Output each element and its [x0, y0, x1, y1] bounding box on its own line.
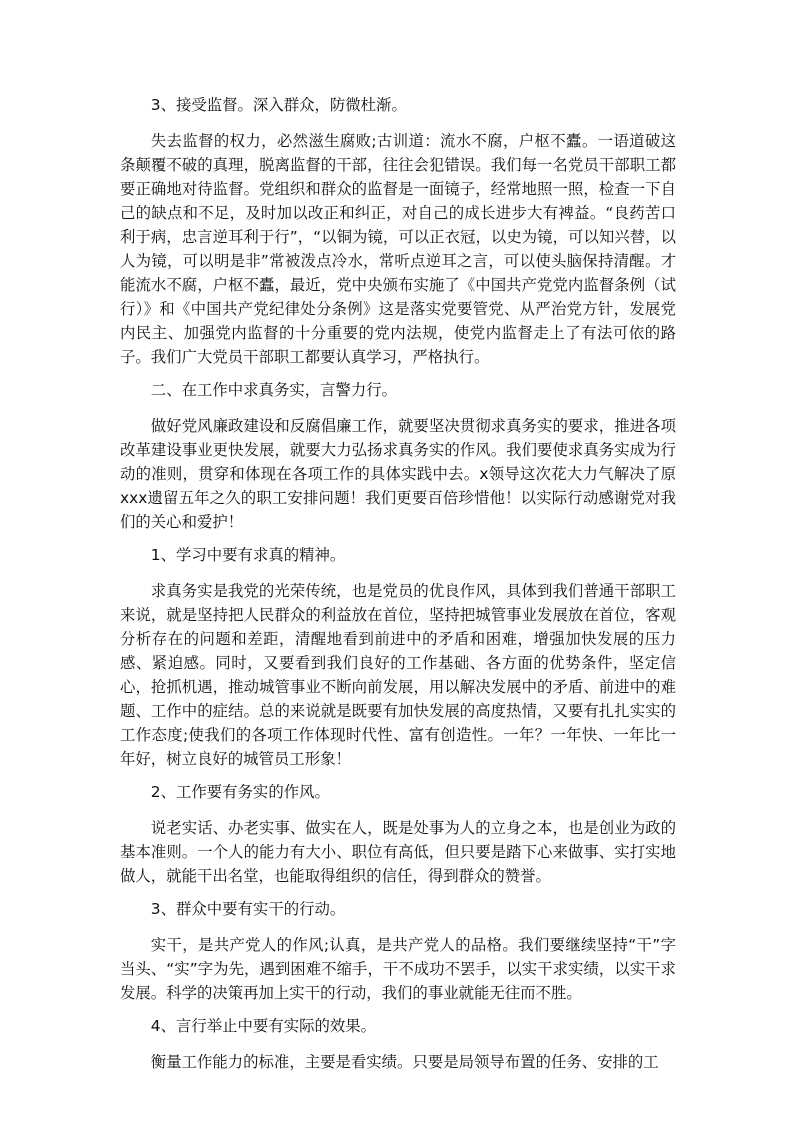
paragraph-supervision: 失去监督的权力，必然滋生腐败;古训道：流水不腐，户枢不蠹。一语道破这条颠覆不破的真理，脱离监督的干部，往往会犯错误。我们每一名党员干部职工都要正确地对待监督。党组织和群众的监督是一面镜子，经常地照一照，检查一下自己的缺点和不足，及时加以改正和纠正，对自己的成长进步大有裨益。“良药苦口利于病，忠言逆耳利于行”，“以铜为镜，可以正衣冠，以史为镜，可以知兴替，以人为镜，可以明是非”常被泼点冷水，常听点逆耳之言，可以使头脑保持清醒。才能流水不腐，户枢不蠹，最近，党中央颁布实施了《中国共产党党内监督条例（试行）》和《中国共产党纪律处分条例》这是落实党要管党、从严治党方针，发展党内民主、加强党内监督的十分重要的党内法规，使党内监督走上了有法可依的路子。我们广大党员干部职工都要认真学习，严格执行。: [120, 132, 676, 366]
section-heading-practical-action: 3、群众中要有实干的行动。: [150, 900, 346, 918]
paragraph-actual-results: 衡量工作能力的标准，主要是看实绩。只要是局领导布置的任务、安排的工: [150, 1053, 659, 1071]
section-heading-actual-results: 4、言行举止中要有实际的效果。: [150, 1017, 377, 1035]
paragraph-work-style: 说老实话、办老实事、做实在人，既是处事为人的立身之本，也是创业为政的基本准则。一个人的能力有大小、职位有高低，但只要是踏下心来做事、实打实地做人，就能干出名堂，也能取得组织的信任，得到群众的赞誉。: [120, 819, 676, 885]
paragraph-study-spirit: 求真务实是我党的光荣传统，也是党员的优良作风，具体到我们普通干部职工来说，就是坚持把人民群众的利益放在首位，坚持把城管事业发展放在首位，客观分析存在的问题和差距，清醒地看到前进中的矛盾和困难，增强加快发展的压力感、紧迫感。同时，又要看到我们良好的工作基础、各方面的优势条件，坚定信心，抢抓机遇，推动城管事业不断向前发展，用以解决发展中的矛盾、前进中的难题、工作中的症结。总的来说就是既要有加快发展的高度热情，又要有扎扎实实的工作态度;使我们的各项工作体现时代性、富有创造性。一年？一年快、一年比一年好，树立良好的城管员工形象！: [120, 582, 676, 768]
section-heading-seek-truth: 二、在工作中求真务实，言警力行。: [150, 381, 398, 399]
section-heading-accept-supervision: 3、接受监督。深入群众，防微杜渐。: [150, 96, 407, 114]
document-page: [120, 93, 676, 1083]
section-heading-work-style: 2、工作要有务实的作风。: [150, 783, 330, 801]
paragraph-anti-corruption: 做好党风廉政建设和反腐倡廉工作，就要坚决贯彻求真务实的要求，推进各项改革建设事业更快发展，就要大力弘扬求真务实的作风。我们要使求真务实成为行动的准则，贯穿和体现在各项工作的具体实践中去。x领导这次花大力气解决了原xxx遗留五年之久的职工安排问题！我们更要百倍珍惜他！以实际行动感谢党对我们的关心和爱护！: [120, 417, 676, 531]
paragraph-practical-action: 实干，是共产党人的作风;认真，是共产党人的品格。我们要继续坚持“干”字当头、“实”字为先，遇到困难不缩手，干不成功不罢手，以实干求实绩，以实干求发展。科学的决策再加上实干的行动，我们的事业就能无往而不胜。: [120, 936, 676, 1002]
section-heading-study-spirit: 1、学习中要有求真的精神。: [150, 546, 346, 564]
